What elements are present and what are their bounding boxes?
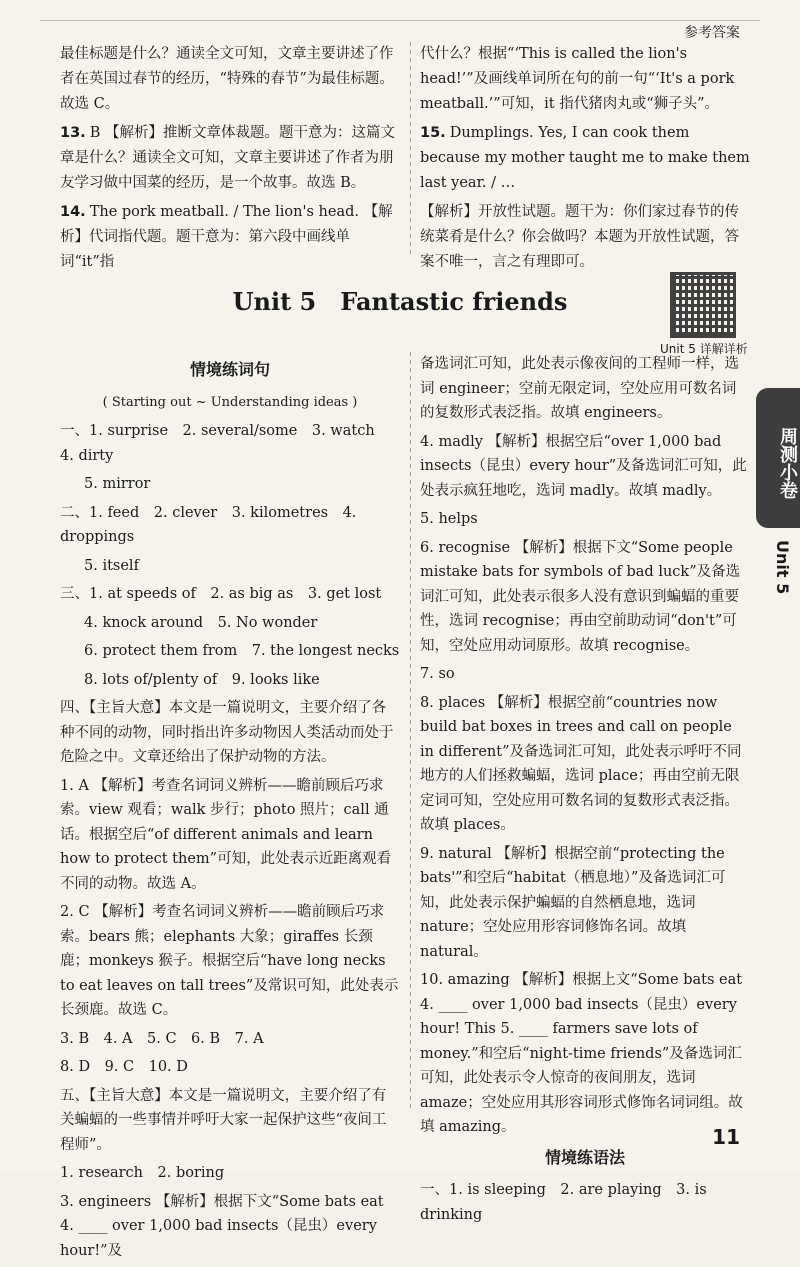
answer-line: 10. amazing 【解析】根据上文“Some bats eat 4. ____ over 1,000 bad insects（昆虫）every hour! This 5. ____ farmers save lots of money.”和空后“night-time friends”及备选词汇可知，此处表示令人惊奇的夜间朋友，选词 amaze；空处应用其形容词形式修饰名词词组。故填 amazing。 [420, 972, 743, 1135]
section-heading: 情境练语法 [544, 1147, 625, 1167]
paragraph: 13. B 【解析】推断文章体裁题。题干意为：这篇文章是什么？通读全文可知，文章主要讲述了作者为朋友学习做中国菜的经历，是一个故事。故选 B。 [60, 125, 395, 191]
answer-line: 1. A 【解析】考查名词词义辨析——瞻前顾后巧求索。view 观看；walk 步行；photo 照片；call 通话。根据空后“of different animals and learn how to protect them”可知，此处表示近距离观看不同的动物。故选 A。 [60, 777, 392, 892]
answer-line: 6. protect them from 7. the longest necks [84, 643, 400, 659]
header-rule [40, 20, 760, 21]
answer-line: 6. recognise 【解析】根据下文“Some people mistake bats for symbols of bad luck”及备选词汇可知，此处表示很多人没有意识到蝙蝠的重要性，选词 recognise；再由空前助动词“don't”可知，空处应用动词原形。故填 recognise。 [420, 539, 741, 654]
answer-line: 四、【主旨大意】本文是一篇说明文，主要介绍了各种不同的动物，同时指出许多动物因人类活动而处于危险之中。文章还给出了保护动物的方法。 [60, 700, 394, 765]
answer-line: 8. places 【解析】根据空前“countries now build bat boxes in trees and call on people in different”及备选词汇可知，此处表示呼吁不同地方的人们拯救蝙蝠，选词 place；再由空前无限定词可知，空处应用可数名词的复数形式表泛指。故填 places。 [420, 694, 742, 833]
answer-line: 5. itself [84, 557, 139, 574]
qr-label: Unit 5 详解详析 [660, 342, 748, 356]
answer-line: 5. mirror [84, 476, 151, 492]
side-tab: 周测小卷 [756, 388, 800, 528]
answer-line: 7. so [420, 666, 455, 682]
header-title: 参考答案 [684, 25, 740, 41]
paragraph: 14. The pork meatball. / The lion's head. 【解析】代词指代题。题干意为：第六段中画线单词“it”指 [60, 204, 393, 270]
answer-line: 9. natural 【解析】根据空前“protecting the bats'”和空后“habitat（栖息地）”及备选词汇可知，此处表示保护蝙蝠的自然栖息地，选词 nature；空处应用形容词修饰名词。故填 natural。 [420, 845, 726, 960]
answer-line: 一、1. surprise 2. several/some 3. watch 4. dirty [60, 423, 390, 464]
answer-line: 8. lots of/plenty of 9. looks like [84, 671, 320, 688]
answer-line: 8. D 9. C 10. D [60, 1059, 188, 1075]
page-number: 11 [712, 1125, 740, 1149]
right-column [420, 352, 750, 1231]
paragraph: 最佳标题是什么？通读全文可知，文章主要讲述了作者在英国过春节的经历，“特殊的春节”为最佳标题。故选 C。 [60, 46, 394, 112]
answer-line: 5. helps [420, 511, 478, 527]
section-subheading: ( Starting out ~ Understanding ideas ) [102, 394, 358, 410]
side-unit-label: Unit 5 [773, 540, 792, 595]
paragraph: 15. Dumplings. Yes, I can cook them because my mother taught me to make them last year. / … [420, 125, 750, 191]
unit-title: Unit 5 Fantastic friends [232, 287, 568, 316]
answer-line: 三、1. at speeds of 2. as big as 3. get lost [60, 586, 382, 602]
answer-line: 2. C 【解析】考查名词词义辨析——瞻前顾后巧求索。bears 熊；elephants 大象；giraffes 长颈鹿；monkeys 猴子。根据空后“have long necks to eat leaves on tall trees”及常识可知，此处表示长颈鹿。故选 C。 [60, 904, 399, 1018]
answer-line: 一、1. is sleeping 2. are playing 3. is drinking [420, 1182, 707, 1223]
answer-line: 1. research 2. boring [60, 1165, 225, 1181]
top-left-column [60, 42, 400, 279]
column-divider [410, 352, 411, 1112]
answer-line: 五、【主旨大意】本文是一篇说明文，主要介绍了有关蝙蝠的一些事情并呼吁大家一起保护这些“夜间工程师”。 [60, 1087, 387, 1153]
column-divider [410, 42, 411, 254]
section-heading: 情境练词句 [189, 360, 270, 379]
answer-line: 二、1. feed 2. clever 3. kilometres 4. droppings [60, 504, 357, 545]
answer-line: 3. engineers 【解析】根据下文“Some bats eat 4. ____ over 1,000 bad insects（昆虫）every hour!”及 [60, 1193, 384, 1259]
answer-line: 4. madly 【解析】根据空后“over 1,000 bad insects（昆虫）every hour”及备选词汇可知，此处表示疯狂地吃，选词 madly。故填 madly。 [420, 433, 747, 499]
answer-line: 3. B 4. A 5. C 6. B 7. A [60, 1030, 264, 1047]
qr-code-icon[interactable] [670, 272, 736, 338]
left-column [60, 352, 400, 1267]
answer-line: 备选词汇可知，此处表示像夜间的工程师一样，选词 engineer；空前无限定词，空处应用可数名词的复数形式表泛指。故填 engineers。 [420, 356, 739, 421]
top-right-column [420, 42, 750, 279]
answer-line: 4. knock around 5. No wonder [84, 614, 318, 631]
paragraph: 代什么？根据“‘This is called the lion's head!’”及画线单词所在句的前一句“‘It's a pork meatball.’”可知，it 指代猪肉丸或“狮子头”。 [420, 46, 735, 112]
paragraph: 【解析】开放性试题。题干为：你们家过春节的传统菜肴是什么？你会做吗？本题为开放性试题，答案不唯一，言之有理即可。 [420, 204, 739, 270]
